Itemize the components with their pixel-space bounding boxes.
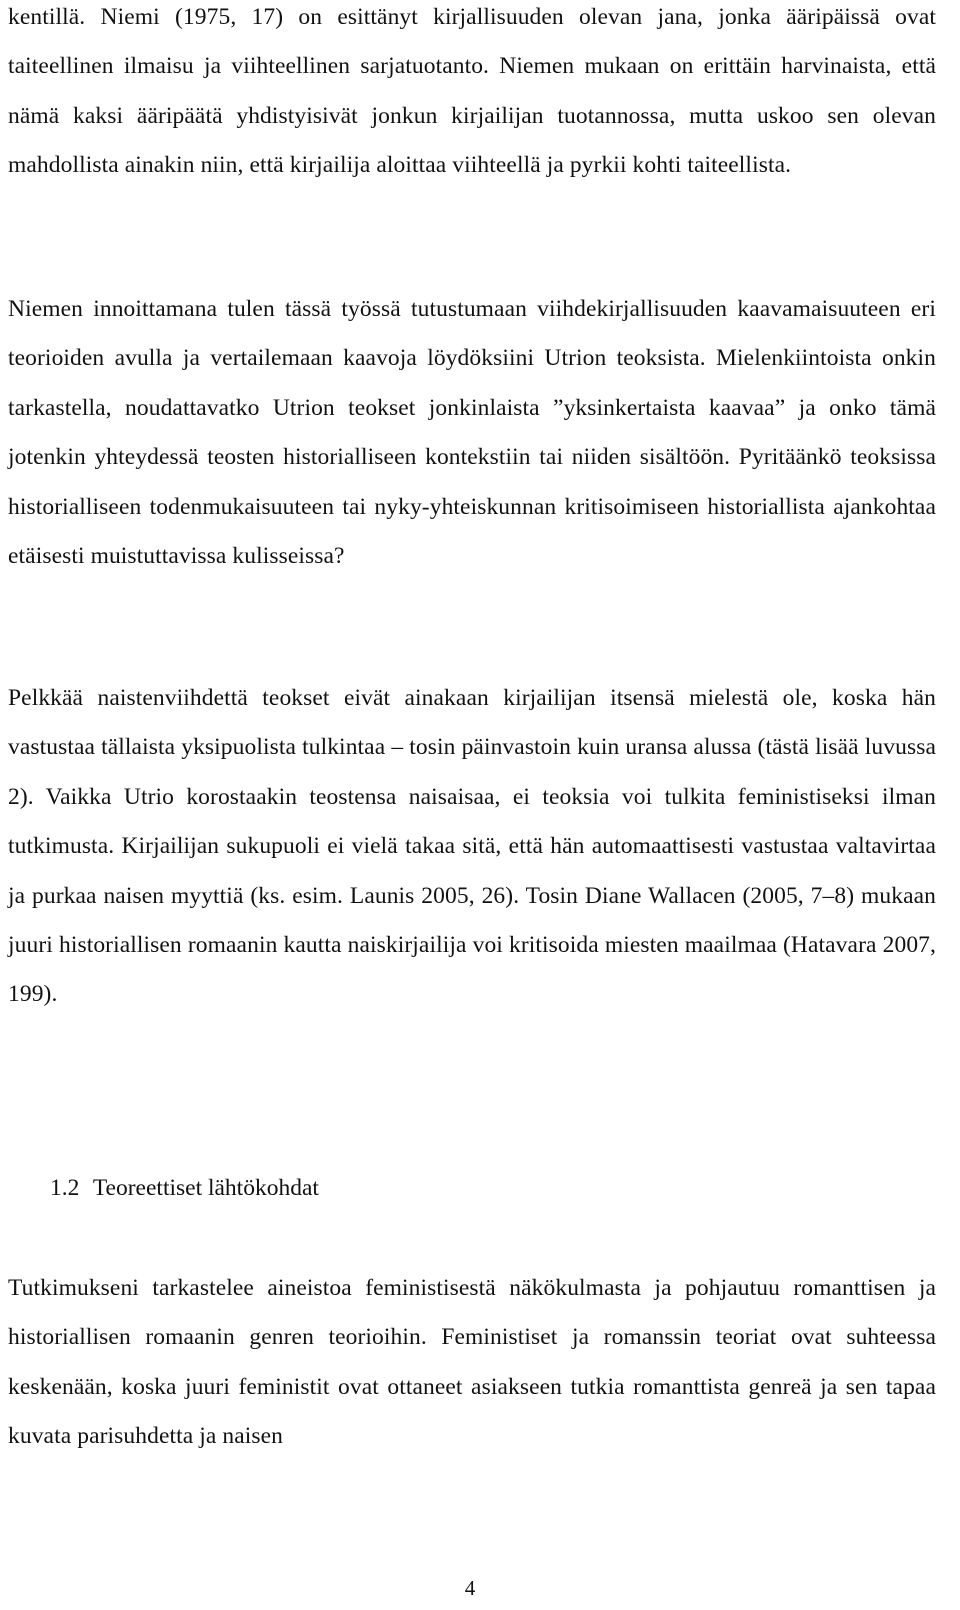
paragraph-1: kentillä. Niemi (1975, 17) on esittänyt kirjallisuuden olevan jana, jonka ääripäissä ovat taiteellinen ilmaisu ja viihteellinen sarjatuotanto. Niemen mukaan on erittäin harvinaista, että nämä kaksi ääripäätä yhdistyisivät jonkun kirjailijan tuotannossa, mutta uskoo sen olevan mahdollista ainakin niin, että kirjailija aloittaa viihteellä ja pyrkii kohti taiteellista. [8,4,936,179]
paragraph-4: Tutkimukseni tarkastelee aineistoa feministisestä näkökulmasta ja pohjautuu romanttisen ja historiallisen romaanin genren teorioihin. Feministiset ja romanssin teoriat ovat suhteessa keskenään, koska juuri feministit ovat ottaneet asiakseen tutkia romanttista genreä ja sen tapaa kuvata parisuhdetta ja naisen [8,1275,936,1450]
section-heading [50,1168,319,1208]
page-number: 4 [464,1576,476,1600]
section-number: 1.2 [50,1175,80,1201]
paragraph-3: Pelkkää naistenviihdettä teokset eivät ainakaan kirjailijan itsensä mielestä ole, koska hän vastustaa tällaista yksipuolista tulkintaa – tosin päinvastoin kuin uransa alussa (tästä lisää luvussa 2). Vaikka Utrio korostaakin teostensa naisaisaa, ei teoksia voi tulkita feministiseksi ilman tutkimusta. Kirjailijan sukupuoli ei vielä takaa sitä, että hän automaattisesti vastustaa valtavirtaa ja purkaa naisen myyttiä (ks. esim. Launis 2005, 26). Tosin Diane Wallacen (2005, 7–8) mukaan juuri historiallisen romaanin kautta naiskirjailija voi kritisoida miesten maailmaa (Hatavara 2007, 199). [8,685,936,1008]
paragraph-2: Niemen innoittamana tulen tässä työssä tutustumaan viihdekirjallisuuden kaavamaisuuteen eri teorioiden avulla ja vertailemaan kaavoja löydöksiini Utrion teoksista. Mielenkiintoista onkin tarkastella, noudattavatko Utrion teokset jonkinlaista ”yksinkertaista kaavaa” ja onko tämä jotenkin yhteydessä teosten historialliseen kontekstiin tai niiden sisältöön. Pyritäänkö teoksissa historialliseen todenmukaisuuteen tai nyky-yhteiskunnan kritisoimiseen historiallista ajankohtaa etäisesti muistuttavissa kulisseissa? [8,296,936,570]
section-title: Teoreettiset lähtökohdat [92,1175,319,1201]
